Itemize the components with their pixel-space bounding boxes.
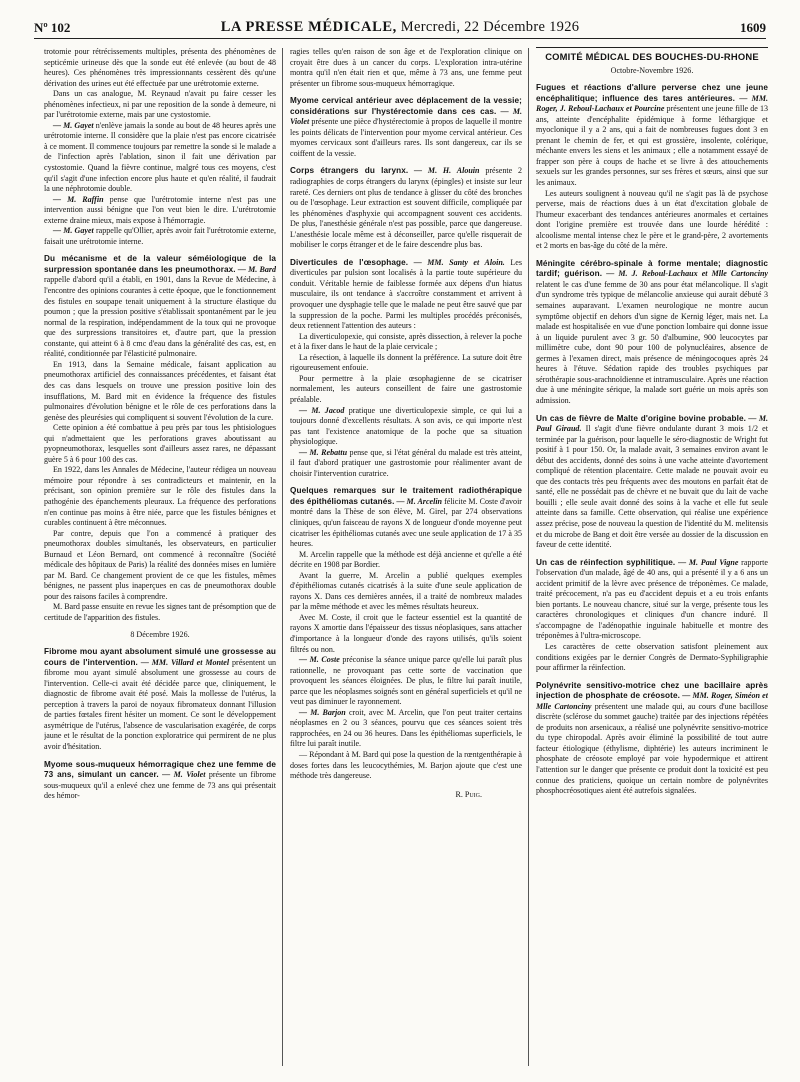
paragraph-text: croit, avec M. Arcelin, que l'on peut traiter certains néoplasmes en 2 ou 3 séances, pourvu que ces séances soient très rapprochées, en 24 ou 36 heures. Dans les épithéliomas superficiels, le filtre lui paraît inutile.: [290, 707, 522, 749]
paragraph: Dans un cas analogue, M. Reynaud n'avait pu faire cesser les phénomènes infectieux, ni par une reposition de la sonde à demeure, ni par l'urétrotomie externe, mais par une cystostomie.: [44, 89, 276, 120]
author: — MM. Villard et Montel: [137, 657, 230, 667]
article-title: Fibrome mou ayant absolument simulé une grossesse au cours de l'intervention.: [44, 647, 276, 667]
article: [290, 258, 522, 332]
author: — MM. Roger, J. Reboul-Lachaux et Pourcine: [536, 93, 768, 114]
article-title: Polynévrite sensitivo-motrice chez une bacillaire après injection de phosphate de créosote.: [536, 680, 768, 701]
article-title: Myome sous-muqueux hémorragique chez une femme de 73 ans, simulant un cancer.: [44, 759, 276, 780]
article-text: présente 2 radiographies de corps étrangers du larynx (épingles) et insiste sur leur rareté. Ces derniers ont plus de tendance à glisser du côté des bronches ou de l'œsophage. Leur extraction est souvent difficile, compliquée par les phénomènes d'asphyxie qui accompagnent souvent ces accidents. De plus, l'anesthésie générale n'est pas possible, parce que dangereuse. L'anesthésie locale même est à déconseiller, parce qu'elle risquerait de mobiliser le corps étranger et de le faire descendre plus bas.: [290, 166, 522, 250]
section-date: Octobre-Novembre 1926.: [610, 65, 694, 75]
issue-number: Nº 102: [34, 20, 71, 35]
author: — M. Bard: [235, 264, 276, 274]
paragraph-text: pense que, si l'état général du malade est très atteint, il faut d'abord pratiquer une gastrostomie pour réalimenter avant de choisir l'intervention curatrice.: [290, 447, 522, 478]
section-title: COMITÉ MÉDICAL DES BOUCHES-DU-RHONE: [545, 51, 759, 62]
article: [536, 259, 768, 407]
paragraph: ragies telles qu'en raison de son âge et de l'exploration clinique on croyait être dues à un cancer du corps. L'exploration intra-utérine montra qu'il n'en était rien et que, même à 73 ans, une femme peut présenter un fibrome sous-muqueux hémorragique.: [290, 47, 522, 88]
article-text: présentent un fibrome mou ayant simulé absolument une grossesse au cours de l'intervention. Celle-ci avait été décidée parce que, cliniquement, le diagnostic de fibrome avait été posé. Mais la mollesse de l'utérus, la perception à travers la paroi de noyaux fibromateux donnant l'illusion de parties fœtales firent hésiter un moment. Ce sont le développement asymétrique de l'utérus, l'absence de vascularisation exagérée, de corps jaune et le résultat de la ponction exploratrice qui permirent de ne plus avoir d'hésitation.: [44, 657, 276, 751]
article: [44, 254, 276, 359]
paragraph: trotomie pour rétrécissements multiples, présenta des phénomènes de septicémie urineuse dès que la sonde eut été enlevée (au bout de 48 heures). Ces phénomènes très impressionnants cessèrent dès qu'une dérivation des urines eut été effectuée par une urétrotomie externe.: [44, 47, 276, 88]
author: — M. H. Alouin: [408, 166, 480, 176]
article: [536, 414, 768, 551]
paragraph: Pour permettre à la plaie œsophagienne de se cicatriser normalement, les auteurs conseillent de faire une gastrostomie préalable.: [290, 373, 522, 404]
article-title: Un cas de fièvre de Malte d'origine bovine probable.: [536, 413, 747, 423]
paragraph: [290, 448, 522, 480]
article-title: Quelques remarques sur le traitement radiothérapique des épithéliomas cutanés.: [290, 486, 522, 506]
running-title: [34, 19, 766, 36]
paragraph: [290, 708, 522, 750]
paragraph: [44, 226, 276, 247]
signature: R. Puig.: [455, 789, 482, 799]
paragraph: Cette opinion a été combattue à peu près par tous les phtisiologues qui n'admettaient que les perforations graves aboutissant au pyopneumothorax, lesquelles sont d'ailleurs assez rares, ne dépassant guère 5 à 6 pour 100 des cas.: [44, 423, 276, 464]
paragraph-text: préconise la séance unique parce qu'elle lui paraît plus rationnelle, ne provoquant pas cette sorte de vaccination que provoquent les séances éloignées. De plus, le filtre lui paraît inutile, parce que les néoplasmes soignés sont en général superficiels et qu'il ne veut pas diminuer le rayonnement.: [290, 655, 522, 707]
section-rule: [536, 47, 768, 48]
column-rule-1: [282, 48, 283, 1066]
paragraph-text: rappelle qu'Ollier, après avoir fait l'urétrotomie externe, faisait une urétrotomie interne.: [44, 226, 276, 246]
author: — MM. Roger, Siméon et Mlle Cartonciny: [536, 691, 768, 711]
column-rule-2: [528, 48, 529, 1066]
paragraph: En 1913, dans la Semaine médicale, faisant application au pneumothorax artificiel des connaissances précédentes, et faisant état des cas dans lesquels on trouve une pression positive loin des insufflations, M. Bard mit en évidence la fréquence des fistules pulmonaires d'évolution bénigne et le rôle de ces perforations dans la genèse des pleurésies qui compliquent si souvent l'évolution de la cure.: [44, 359, 276, 422]
paragraph: [290, 655, 522, 708]
article-title: Corps étrangers du larynx.: [290, 166, 409, 176]
author: — M. Violet: [158, 770, 206, 780]
article-text: félicite M. Coste d'avoir montré dans la Thèse de son élève, M. Girel, par 274 observations cliniques, qu'un faisceau de rayons X de longueur d'onde moyenne peut cicatriser les épithéliomas cutanés avec une seule application de 17 à 35 heures.: [290, 496, 522, 549]
column-1: [44, 47, 276, 1067]
article-text: présentent une malade qui, au cours d'une bacillose discrète (sclérose du sommet gauche) traitée par des injections répétées de produits non arsenicaux, a réalisé une polynévrite sensitivo-motrice du type chiropodal. Après avoir éliminé la possibilité de tout autre facteur étiologique (éthylisme, diphtérie) les auteurs incriminent le phosphate de créosote employé par voie hypodermique et attirent l'attention sur le danger que présente ce produit dont la toxicité est peu connue des praticiens, quoique un certain nombre de polynévrites phosphocréosotiques aient été autrefois signalées.: [536, 701, 768, 796]
article-title: Du mécanisme et de la valeur séméiologique de la surpression spontanée dans les pneumothorax.: [44, 254, 276, 274]
article: [44, 760, 276, 802]
article-text: Il s'agit d'une fièvre ondulante durant 3 mois 1/2 et terminée par la guérison, pour laquelle le séro-diagnostic de Wright fut positif à 1 pour 150. Or, la malade avait, 3 semaines environ avant le début des accidents, donné des soins à une vache atteinte d'avortement compliqué de rétention placentaire. Cette malade ne pouvait avoir eu que des contacts très peu fréquents avec des moutons en parfait état de santé, elle ne possédait pas de chèvre et ne buvait que du lait de vache bouilli ; elle seule avait donné des soins à la vache et elle fut seule atteinte dans sa famille. Cette observation, qui réalise une expérience assez précise, pose de nouveau la question de l'identité du M. melitensis et du microbe de Bang et doit être versée au dossier de la discussion en faveur de cette identité.: [536, 424, 768, 550]
issue-date: Mercredi, 22 Décembre 1926: [396, 19, 580, 35]
paragraph: [290, 406, 522, 448]
article-title: Un cas de réinfection syphilitique.: [536, 557, 676, 567]
paragraph: Avec M. Coste, il croit que le facteur essentiel est la quantité de rayons X amortie dans l'épaisseur des tissus néoplasiques, sans attacher d'importance à la longueur d'onde des rayons utilisés, qu'ils soient filtrés ou non.: [290, 612, 522, 654]
article: [536, 558, 768, 642]
paragraph-text: n'enlève jamais la sonde au bout de 48 heures après une urétrotomie interne. Il considère que la plaie n'est pas encore cicatrisée à ce moment. Il commence toujours par remettre la sonde si le malade a de l'infection après l'ablation, sinon il fait une dérivation par cystostomie. Quand la fièvre continue, malgré tous ces moyens, c'est qu'il s'agit d'une infection encore plus haute et qu'en réalité, il faudrait la une néphrotomie double.: [44, 120, 276, 194]
author: — M. Coste: [299, 655, 340, 665]
article-title: Méningite cérébro-spinale à forme mentale; diagnostic tardif; guérison.: [536, 258, 768, 279]
paragraph: — Répondant à M. Bard qui pose la question de la rœntgenthérapie à doses fortes dans les leucocythémies, M. Barjon ajoute que c'est une méthode très dangereuse.: [290, 750, 522, 781]
author: — M. Arcelin: [394, 496, 443, 506]
paragraph: La diverticulopexie, qui consiste, après dissection, à relever la poche et à la fixer dans le haut de la plaie cervicale ;: [290, 331, 522, 352]
author: — MM. Santy et Aloin.: [408, 257, 505, 267]
paragraph-text: pense que l'urétrotomie interne n'est pas une intervention aussi bénigne que l'on veut bien le dire. L'urétrotomie externe draine mieux, mais expose à l'hémorragie.: [44, 194, 276, 225]
author: — M. Barjon: [299, 707, 346, 717]
journal-name: LA PRESSE MÉDICALE,: [220, 19, 397, 35]
article-text: rappelle d'abord qu'il a établi, en 1901, dans la Revue de Médecine, à l'encontre des opinions courantes à cette époque, que le fonctionnement des fistules en soupape tenait uniquement à la structure élastique du poumon ; que la pression positive s'établissait spontanément par le jeu normal de la respiration, indépendamment de la toux qui ne provoque que des surpressions transitoires et, d'autre part, que la pression constante, qui atteint 6 à 8 cmc d'eau dans la généralité des cas, est, en réalité, conditionnée par l'élasticité pulmonaire.: [44, 275, 276, 359]
author: — M. Raffin: [53, 194, 104, 204]
author: — M. Jacod: [299, 405, 345, 415]
paragraph: Les caractères de cette observation satisfont pleinement aux conditions exigées par le dernier Congrès de Dermato-Syphiligraphie pour affirmer la réinfection.: [536, 641, 768, 673]
article-text: présente une pièce d'hystérectomie à propos de laquelle il montre les points délicats de l'intervention pour myome cervical antérieur. Ces myomes cervicaux sont d'ailleurs rares. Ils sont dangereux, car ils se coiffent de la vessie.: [290, 117, 522, 158]
article: [536, 681, 768, 797]
article-title: Fugues et réactions d'allure perverse chez une jeune encéphalitique; influence des tares antérieures.: [536, 83, 768, 103]
paragraph: En 1922, dans les Annales de Médecine, l'auteur rédigea un nouveau mémoire pour répondre à ses contradicteurs et maintenir, en la précisant, son opinion première sur le rôle des fistules dans la pathogénie des épanchements pleuraux. La fréquence des perforations n'en continue pas moins à être niée, parce que les fistules bénignes et curables continuent à être méconnues.: [44, 465, 276, 528]
article: [290, 486, 522, 549]
article-text: Les diverticules par pulsion sont localisés à la partie toute supérieure du conduit. Véritable hernie de faiblesse formée aux dépens d'un hiatus musculaire, ils ont tendance à s'accroître constamment et arrivent à provoquer une dysphagie telle que le malade ne peut être sauvé que par la suppression de la poche. Parmi les multiples procédés préconisés, deux retiennent l'attention des auteurs :: [290, 257, 522, 331]
article-text: présentent une jeune fille de 13 ans, atteinte d'encéphalite épidémique à forme léthargique et myoclonique il y a 2 ans, qui a fait de nombreuses fugues dont 3 en prenant le chemin de fer, et qui est grossière, insolente, colérique, méchante envers les siens et les animaux ; elle a notamment essayé de frapper son père à coups de hache et se livre à des attouchements sexuels sur les grandes personnes, sur ses frères et sœurs, ainsi que sur les animaux.: [536, 104, 768, 188]
page-header: [34, 14, 766, 39]
article: [44, 647, 276, 752]
author: — M. Paul Giraud.: [536, 413, 768, 434]
paragraph: La résection, à laquelle ils donnent la préférence. La suture doit être rigoureusement enfouie.: [290, 352, 522, 373]
author: — M. Rebattu: [299, 447, 348, 457]
author: — M. Paul Vigne: [675, 557, 739, 567]
page-number: 1609: [740, 20, 766, 35]
article: [536, 83, 768, 188]
author: — M. J. Reboul-Lachaux et Mlle Cartonciny: [602, 269, 768, 279]
paragraph: [44, 195, 276, 227]
paragraph: Les auteurs soulignent à nouveau qu'il ne s'agit pas là de psychose perverse, mais de réactions dues à un état d'excitation globale de l'humeur exacerbant des tendances antérieures anormales et certaines dont l'origine première est trouvée dans une lourde hérédité : alcoolisme mental intense chez le père et le grand-père, 2 avortements et 2 morts en bas-âge du côté de la mère.: [536, 188, 768, 251]
session-date: 8 Décembre 1926.: [130, 629, 190, 639]
article-text: rapporte l'observation d'un malade, âgé de 40 ans, qui a présenté il y a 6 ans un accident primitif de la lèvre avec présence de tréponèmes. Ce malade, traité précocement, n'a pas eu d'accident depuis et a eu trois enfants bien portants. Le nouveau chancre, situé sur la verge, présente tous les caractères chronologiques et cliniques d'un chancre induré. Il s'accompagne de l'adénopathie inguinale habituelle et montre des tréponèmes à l'ultra-microscope.: [536, 557, 768, 641]
article: [290, 166, 522, 250]
paragraph-text: pratique une diverticulopexie simple, ce qui lui a toujours donné d'excellents résultats. A son avis, ce qui importe n'est pas tant l'existence anatomique de la poche que sa situation physiologique.: [290, 405, 522, 447]
article-title: Diverticules de l'œsophage.: [290, 257, 409, 267]
article-text: présente un fibrome sous-muqueux qu'il a enlevé chez une femme de 73 ans qui présentait des hémor-: [44, 770, 276, 801]
paragraph: M. Bard passe ensuite en revue les signes tant de présomption que de certitude de l'apparition des fistules.: [44, 602, 276, 622]
paragraph: Par contre, depuis que l'on a commencé à pratiquer des pneumothorax doubles simultanés, les observateurs, en particulier Burnaud et Léon Bernard, ont commencé à reconnaître (Société médicale des hôpitaux de Paris) la réalité des données mises en lumière par M. Bard. Ce changement provient de ce que les fistules, mêmes bénignes, ne passent plus inaperçues en cas de pneumothorax double pour des raisons faciles à comprendre.: [44, 528, 276, 601]
paragraph: Avant la guerre, M. Arcelin a publié quelques exemples d'épithéliomas cutanés cicatrisés à la suite d'une seule application de rayons X. Dans ces dernières années, il a traité de nombreux malades par la même méthode et avec les mêmes résultats heureux.: [290, 570, 522, 612]
column-3: [536, 47, 768, 1067]
article-text: relatent le cas d'une femme de 30 ans pour état mélancolique. Il s'agit d'un syndrome très typique de mélancolie anxieuse qui aurait débuté 3 semaines auparavant. L'examen neurologique ne montre aucun symptôme objectif en dehors d'un signe de Kernig léger, mais net. La malade est hospitalisée en vue d'une ponction lombaire qui donne issue à un liquide purulent avec 3 gr. 50 d'albumine, 900 leucocytes par millimètre cube, dont 90 pour 100 de polynucléaires, absence de germes à l'examen direct, mais présence de méningocoques après 24 heures à l'étuve. Sédation rapide des troubles psychiques par sérothérapie sous-arachnoïdienne et intramusculaire. Après une réaction due à une méningite sérique, la malade sort guérie un mois après son admission.: [536, 279, 768, 405]
article: [290, 96, 522, 159]
column-2: [290, 47, 522, 1067]
author: — M. Gayet: [53, 120, 94, 130]
paragraph: M. Arcelin rappelle que la méthode est déjà ancienne et qu'elle a été décrite en 1908 par Bordier.: [290, 549, 522, 570]
article-title: Myome cervical antérieur avec déplacement de la vessie; considérations sur l'hystérectomie dans ces cas.: [290, 96, 522, 116]
author: — M. Violet: [290, 106, 522, 127]
author: — M. Gayet: [53, 226, 94, 236]
paragraph: [44, 121, 276, 195]
